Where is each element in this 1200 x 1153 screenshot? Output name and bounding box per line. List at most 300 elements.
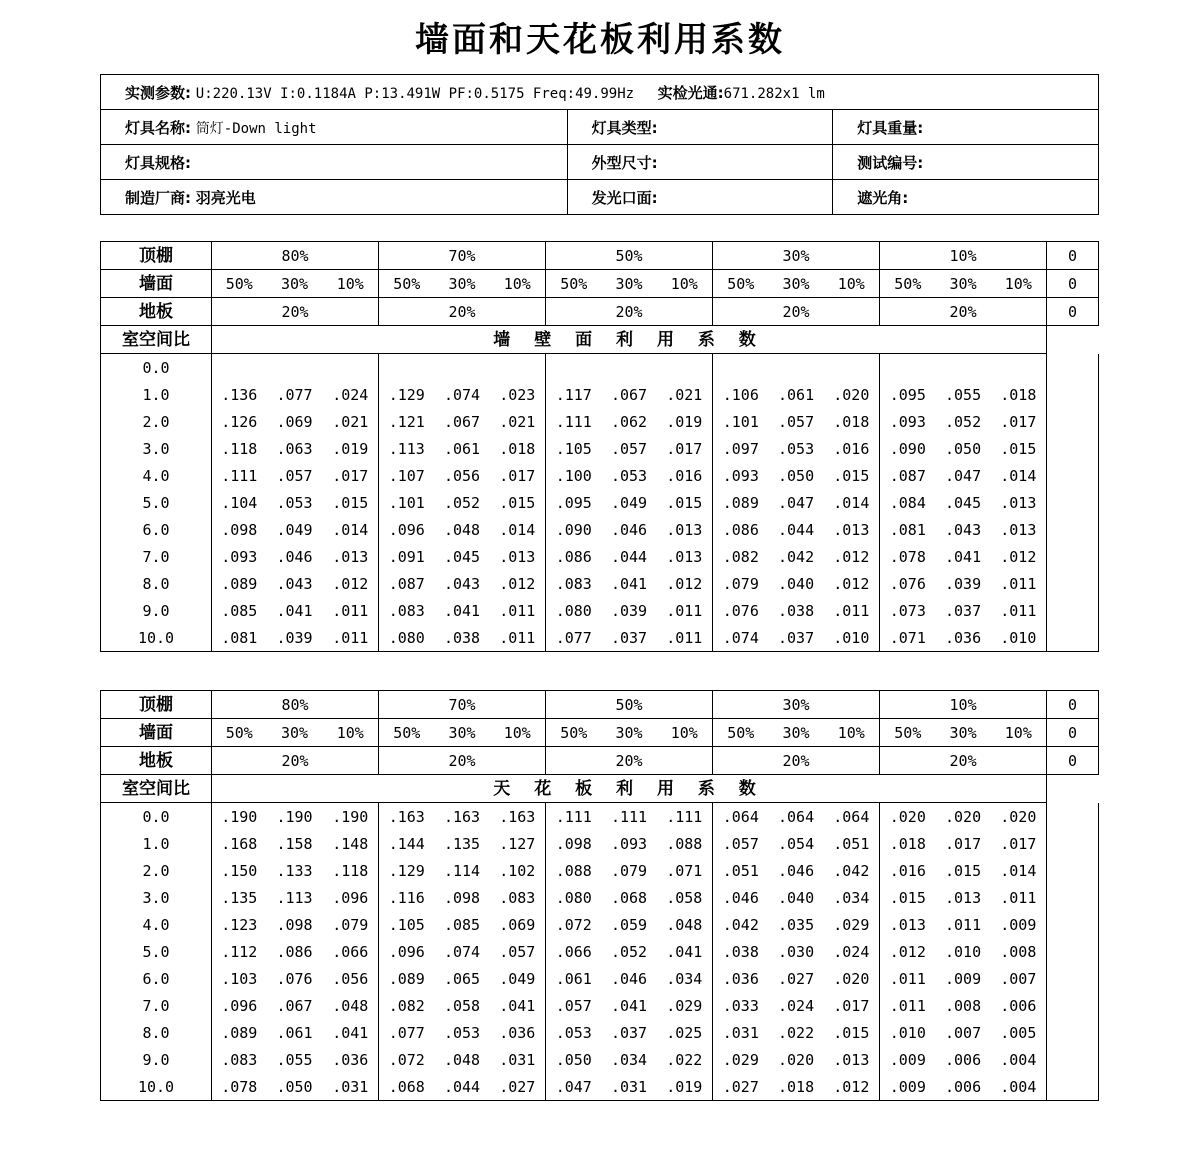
cu-value: .017: [945, 834, 982, 853]
cu-value: .011: [490, 624, 546, 652]
cu-value: .029: [657, 992, 713, 1019]
cu-value: .055: [945, 385, 982, 404]
cu-value: .144: [379, 830, 435, 857]
cu-value: .013: [991, 489, 1047, 516]
cu-value: .078: [212, 1073, 267, 1101]
zero-column-cell: [1047, 489, 1099, 516]
cu-value: .098: [546, 830, 602, 857]
table-row: [101, 938, 1099, 965]
cu-value: .009: [945, 969, 982, 988]
cu-value: .076: [713, 597, 769, 624]
wall-zero: 0: [1047, 270, 1099, 298]
room-cavity-ratio: 5.0: [101, 938, 212, 965]
cu-value: .036: [490, 1019, 546, 1046]
room-cavity-ratio: 7.0: [101, 992, 212, 1019]
ceiling-reflectance-row: [101, 242, 1099, 270]
cu-value: .006: [991, 992, 1047, 1019]
table-row: [101, 435, 1099, 462]
cu-value: .041: [323, 1019, 379, 1046]
cu-value: .068: [379, 1073, 435, 1101]
shielding-angle-label: 遮光角:: [857, 188, 909, 207]
cu-value: .127: [490, 830, 546, 857]
wall-reflectance: 30%: [602, 719, 657, 747]
luminaire-weight-label: 灯具重量:: [857, 118, 924, 137]
cu-value: .052: [443, 493, 481, 512]
cu-value: .010: [880, 1019, 936, 1046]
cu-value: .163: [379, 803, 435, 831]
cu-value: .057: [490, 938, 546, 965]
luminaire-type-label: 灯具类型:: [591, 118, 658, 137]
cu-value: .014: [490, 516, 546, 543]
cu-value: .074: [443, 385, 481, 404]
cu-value: .012: [824, 543, 880, 570]
zero-column-cell: [1047, 1073, 1099, 1101]
cu-value: .062: [610, 412, 648, 431]
cu-value: .012: [657, 570, 713, 597]
zero-column-cell: [1047, 516, 1099, 543]
cu-value: .011: [657, 624, 713, 652]
cu-value: .011: [991, 884, 1047, 911]
table-row: [101, 624, 1099, 652]
test-number-label: 测试编号:: [857, 153, 924, 172]
table-row: [101, 992, 1099, 1019]
cu-value: .020: [824, 381, 880, 408]
zero-column-cell: [1047, 354, 1099, 382]
cu-value: .087: [379, 570, 435, 597]
cu-value: .041: [610, 996, 648, 1015]
cu-value: .024: [323, 381, 379, 408]
cu-value: .090: [546, 516, 602, 543]
cu-value: .007: [991, 965, 1047, 992]
cu-value: .078: [880, 543, 936, 570]
cu-value: .011: [323, 597, 379, 624]
cu-value: .046: [610, 969, 648, 988]
cu-value: .077: [379, 1019, 435, 1046]
cu-value: .083: [379, 597, 435, 624]
cu-value: .020: [880, 803, 936, 831]
cu-value: .084: [880, 489, 936, 516]
zero-column-cell: [1047, 857, 1099, 884]
cu-value: .021: [323, 408, 379, 435]
ceiling-reflectance: 10%: [880, 242, 1047, 270]
wall-reflectance: 10%: [657, 719, 713, 747]
table-row: [101, 803, 1099, 831]
cu-value: .095: [546, 489, 602, 516]
cu-value: .076: [276, 969, 313, 988]
table-row: [101, 354, 1099, 382]
page-title: 墙面和天花板利用系数: [415, 20, 785, 60]
cu-value: .044: [610, 547, 648, 566]
cu-value: .065: [443, 969, 481, 988]
cu-value: .089: [713, 489, 769, 516]
cu-value: .054: [777, 834, 815, 853]
table-row: [101, 462, 1099, 489]
cu-value: [602, 354, 657, 382]
measurement-row: [101, 75, 1099, 110]
cu-value: .093: [880, 408, 936, 435]
zero-column-cell: [1047, 803, 1099, 831]
cu-value: .085: [443, 915, 481, 934]
room-cavity-ratio: 8.0: [101, 570, 212, 597]
cu-value: [769, 354, 824, 382]
cu-value: .021: [657, 381, 713, 408]
cu-value: .074: [443, 942, 481, 961]
wall-reflectance-row: [101, 719, 1099, 747]
cu-value: .013: [657, 543, 713, 570]
zero-column-cell: [1047, 543, 1099, 570]
cu-value: .063: [276, 439, 313, 458]
cu-value: .066: [323, 938, 379, 965]
cu-value: .015: [824, 462, 880, 489]
cu-value: .020: [991, 803, 1047, 831]
cu-value: .023: [490, 381, 546, 408]
wall-reflectance: 50%: [379, 270, 435, 298]
table-row: [101, 965, 1099, 992]
room-cavity-ratio: 3.0: [101, 435, 212, 462]
cu-value: [435, 354, 490, 382]
wall-reflectance: 50%: [713, 719, 769, 747]
cu-value: .129: [379, 381, 435, 408]
cu-value: .101: [713, 408, 769, 435]
zero-column-cell: [1047, 965, 1099, 992]
table-row: [101, 543, 1099, 570]
cu-value: .083: [490, 884, 546, 911]
cu-value: .014: [323, 516, 379, 543]
cu-value: .029: [713, 1046, 769, 1073]
info-row: [101, 110, 1099, 145]
cu-value: .048: [323, 992, 379, 1019]
section-title: 墙 壁 面 利 用 系 数: [212, 326, 1047, 354]
cu-value: .015: [323, 489, 379, 516]
zero-column-cell: [1047, 624, 1099, 652]
cu-value: .057: [777, 412, 815, 431]
cu-value: .012: [824, 1073, 880, 1101]
cu-value: .055: [276, 1050, 313, 1069]
cu-value: .135: [212, 884, 267, 911]
cu-value: .034: [657, 965, 713, 992]
cu-value: .083: [212, 1046, 267, 1073]
cu-value: .013: [657, 516, 713, 543]
table-row: [101, 1046, 1099, 1073]
room-cavity-ratio: 6.0: [101, 965, 212, 992]
room-cavity-ratio: 1.0: [101, 830, 212, 857]
cu-value: .148: [323, 830, 379, 857]
cu-value: .053: [443, 1023, 481, 1042]
flux-label: 实检光通:: [657, 83, 724, 102]
cu-value: .011: [991, 597, 1047, 624]
ceiling-reflectance: 10%: [880, 691, 1047, 719]
wall-reflectance: 50%: [546, 270, 602, 298]
floor-reflectance-row: [101, 747, 1099, 775]
cu-value: .069: [490, 911, 546, 938]
wall-reflectance: 30%: [602, 270, 657, 298]
cu-value: .049: [276, 520, 313, 539]
cu-value: .013: [323, 543, 379, 570]
cu-value: .102: [490, 857, 546, 884]
cu-value: .037: [945, 601, 982, 620]
cu-value: .190: [276, 807, 313, 826]
table-row: [101, 597, 1099, 624]
cu-value: .049: [610, 493, 648, 512]
table-row: [101, 408, 1099, 435]
cu-value: .111: [546, 803, 602, 831]
wall-reflectance: 30%: [267, 719, 323, 747]
room-cavity-ratio: 2.0: [101, 408, 212, 435]
cu-value: .061: [276, 1023, 313, 1042]
cu-value: .069: [276, 412, 313, 431]
cu-value: .011: [880, 965, 936, 992]
cu-value: .111: [657, 803, 713, 831]
cu-value: [936, 354, 991, 382]
cu-value: .006: [936, 1073, 991, 1101]
cu-value: .076: [880, 570, 936, 597]
cu-value: .015: [490, 489, 546, 516]
cu-value: .046: [276, 547, 313, 566]
cu-value: .018: [769, 1073, 824, 1101]
cu-value: .031: [323, 1073, 379, 1101]
cu-value: .009: [880, 1073, 936, 1101]
wall-reflectance: 50%: [212, 719, 267, 747]
cu-value: .053: [546, 1019, 602, 1046]
zero-column-cell: [1047, 408, 1099, 435]
zero-column-cell: [1047, 381, 1099, 408]
cu-value: .136: [212, 381, 267, 408]
zero-column-cell: [1047, 830, 1099, 857]
ceiling-reflectance-row: [101, 691, 1099, 719]
cu-value: .009: [991, 911, 1047, 938]
cu-value: .112: [212, 938, 267, 965]
manufacturer-label: 制造厂商:: [125, 188, 191, 207]
floor-reflectance: 20%: [212, 298, 379, 326]
room-cavity-ratio: 2.0: [101, 857, 212, 884]
cu-value: .041: [610, 574, 648, 593]
cu-value: .031: [602, 1073, 657, 1101]
zero-column-cell: [1047, 570, 1099, 597]
cu-value: .057: [276, 466, 313, 485]
cu-value: .018: [490, 435, 546, 462]
cu-value: .011: [991, 570, 1047, 597]
cu-value: .013: [824, 516, 880, 543]
cu-value: .011: [880, 992, 936, 1019]
cu-value: .033: [713, 992, 769, 1019]
cu-value: .029: [824, 911, 880, 938]
cu-value: .014: [824, 489, 880, 516]
cu-value: .046: [777, 861, 815, 880]
cu-value: .093: [212, 543, 267, 570]
cu-value: .050: [777, 466, 815, 485]
cu-value: .190: [212, 803, 267, 831]
cu-value: [212, 354, 267, 382]
cu-value: .036: [323, 1046, 379, 1073]
cu-value: .135: [443, 834, 481, 853]
params-label: 实测参数:: [125, 83, 191, 102]
ceiling-reflectance: 50%: [546, 242, 713, 270]
cu-value: [713, 354, 769, 382]
floor-zero: 0: [1047, 747, 1099, 775]
cu-value: .024: [824, 938, 880, 965]
ceiling-reflectance: 80%: [212, 691, 379, 719]
cu-value: .010: [945, 942, 982, 961]
cu-value: [379, 354, 435, 382]
cu-value: .080: [379, 624, 435, 652]
cu-value: [657, 354, 713, 382]
room-cavity-ratio: 10.0: [101, 624, 212, 652]
cu-value: .016: [880, 857, 936, 884]
cu-value: .020: [824, 965, 880, 992]
cu-value: .066: [546, 938, 602, 965]
zero-column-cell: [1047, 911, 1099, 938]
cu-value: .051: [713, 857, 769, 884]
cu-value: .057: [546, 992, 602, 1019]
wall-reflectance: 30%: [435, 270, 490, 298]
cu-value: .013: [490, 543, 546, 570]
cu-value: .079: [323, 911, 379, 938]
cu-value: .096: [379, 938, 435, 965]
cu-value: .008: [945, 996, 982, 1015]
cu-value: .020: [777, 1050, 815, 1069]
cu-value: .006: [945, 1050, 982, 1069]
cu-value: .004: [991, 1073, 1047, 1101]
wall-reflectance: 10%: [490, 270, 546, 298]
cu-value: .027: [777, 969, 815, 988]
cu-value: .053: [276, 493, 313, 512]
floor-label: 地板: [101, 298, 212, 326]
wall-reflectance: 30%: [769, 719, 824, 747]
room-cavity-ratio: 4.0: [101, 462, 212, 489]
cu-value: .061: [777, 385, 815, 404]
cu-value: .105: [546, 435, 602, 462]
wall-label: 墙面: [101, 270, 212, 298]
cu-value: .163: [443, 807, 481, 826]
cu-value: .017: [323, 462, 379, 489]
cu-value: .009: [880, 1046, 936, 1073]
zero-column-cell: [1047, 462, 1099, 489]
cu-value: .049: [490, 965, 546, 992]
cu-value: .050: [546, 1046, 602, 1073]
cu-value: .121: [379, 408, 435, 435]
cu-value: [991, 354, 1047, 382]
cu-value: .056: [323, 965, 379, 992]
cu-value: .047: [777, 493, 815, 512]
cu-value: .064: [824, 803, 880, 831]
info-row: [101, 180, 1099, 215]
cu-value: .081: [880, 516, 936, 543]
cu-value: .025: [657, 1019, 713, 1046]
cu-value: .007: [945, 1023, 982, 1042]
cu-value: .093: [713, 462, 769, 489]
cu-value: .103: [212, 965, 267, 992]
cu-value: .089: [212, 1019, 267, 1046]
cu-value: .041: [443, 601, 481, 620]
cu-value: .015: [824, 1019, 880, 1046]
cu-value: .100: [546, 462, 602, 489]
cu-value: .081: [212, 624, 267, 652]
cu-value: .041: [945, 547, 982, 566]
cu-value: .090: [880, 435, 936, 462]
cu-value: .106: [713, 381, 769, 408]
room-cavity-ratio-label: 室空间比: [101, 326, 212, 354]
cu-value: .059: [610, 915, 648, 934]
table-row: [101, 570, 1099, 597]
cu-value: .096: [379, 516, 435, 543]
wall-reflectance: 30%: [936, 719, 991, 747]
cu-value: .080: [546, 884, 602, 911]
cu-value: .045: [945, 493, 982, 512]
section-title: 天 花 板 利 用 系 数: [212, 775, 1047, 803]
wall-reflectance: 10%: [323, 270, 379, 298]
zero-column-cell: [1047, 938, 1099, 965]
cu-value: [824, 354, 880, 382]
cu-value: .036: [713, 965, 769, 992]
cu-value: .039: [267, 624, 323, 652]
floor-zero: 0: [1047, 298, 1099, 326]
cu-value: .013: [945, 888, 982, 907]
wall-reflectance: 50%: [212, 270, 267, 298]
cu-value: .091: [379, 543, 435, 570]
cu-value: .013: [880, 911, 936, 938]
table-row: [101, 489, 1099, 516]
wall-reflectance: 50%: [713, 270, 769, 298]
cu-value: .046: [610, 520, 648, 539]
cu-value: .022: [657, 1046, 713, 1073]
room-cavity-ratio: 0.0: [101, 354, 212, 382]
floor-reflectance: 20%: [713, 747, 880, 775]
wall-reflectance: 30%: [769, 270, 824, 298]
cu-value: .118: [212, 435, 267, 462]
ceiling-reflectance: 50%: [546, 691, 713, 719]
cu-value: .018: [991, 381, 1047, 408]
room-cavity-ratio: 8.0: [101, 1019, 212, 1046]
cu-value: .113: [276, 888, 313, 907]
cu-value: .037: [769, 624, 824, 652]
ceiling-reflectance: 30%: [713, 691, 880, 719]
cu-value: .016: [824, 435, 880, 462]
cu-value: .077: [276, 385, 313, 404]
ceiling-label: 顶棚: [101, 691, 212, 719]
cu-value: .004: [991, 1046, 1047, 1073]
cu-value: .015: [880, 884, 936, 911]
cu-value: .012: [490, 570, 546, 597]
cu-value: .011: [490, 597, 546, 624]
cu-value: [490, 354, 546, 382]
info-row: [101, 145, 1099, 180]
cu-value: .071: [880, 624, 936, 652]
cu-value: .168: [212, 830, 267, 857]
room-cavity-ratio: 3.0: [101, 884, 212, 911]
ceiling-label: 顶棚: [101, 242, 212, 270]
cu-value: .111: [546, 408, 602, 435]
cu-value: .042: [713, 911, 769, 938]
table-row: [101, 1019, 1099, 1046]
cu-value: .088: [546, 857, 602, 884]
room-cavity-ratio: 10.0: [101, 1073, 212, 1101]
cu-value: .019: [323, 435, 379, 462]
cu-value: .050: [267, 1073, 323, 1101]
cu-value: .010: [824, 624, 880, 652]
cu-value: .012: [824, 570, 880, 597]
wall-cu-table: [100, 241, 1099, 652]
wall-reflectance: 30%: [435, 719, 490, 747]
zero-column-cell: [1047, 597, 1099, 624]
test-info-table: [100, 74, 1099, 215]
wall-reflectance: 30%: [936, 270, 991, 298]
cu-value: .038: [713, 938, 769, 965]
cu-value: .072: [379, 1046, 435, 1073]
cu-value: .126: [212, 408, 267, 435]
cu-value: .015: [657, 489, 713, 516]
cu-value: .008: [991, 938, 1047, 965]
zero-column-cell: [1047, 1046, 1099, 1073]
